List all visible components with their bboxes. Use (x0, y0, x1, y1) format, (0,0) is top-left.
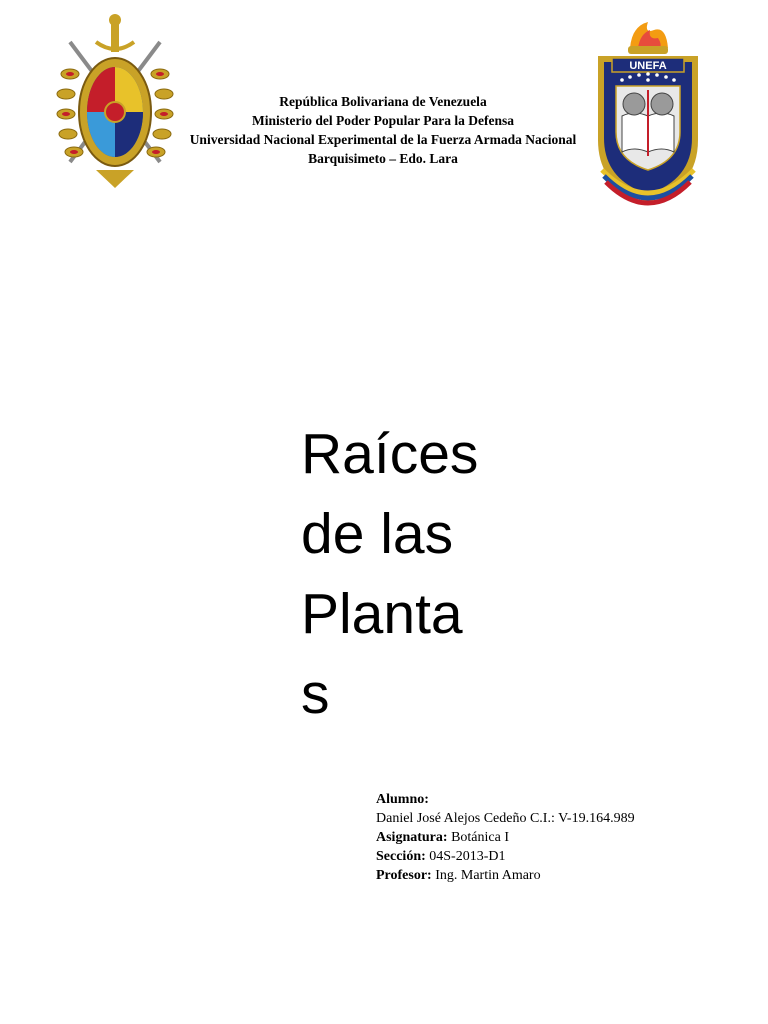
header-line-location: Barquisimeto – Edo. Lara (308, 151, 458, 166)
student-info-block (376, 790, 635, 885)
alumno-value: Daniel José Alejos Cedeño C.I.: V-19.164.989 (376, 811, 635, 826)
profesor-label: Profesor: (376, 868, 432, 883)
institution-header (150, 92, 616, 168)
alumno-row (376, 790, 635, 809)
alumno-value-row (376, 809, 635, 828)
header-line-republic: República Bolivariana de Venezuela (279, 94, 487, 109)
profesor-row (376, 866, 635, 885)
title-line-4: s (301, 662, 330, 726)
title-line-2: de las (301, 502, 454, 566)
document-title (301, 414, 479, 734)
alumno-label: Alumno: (376, 792, 429, 807)
asignatura-value: Botánica I (451, 830, 509, 845)
profesor-value: Ing. Martin Amaro (435, 868, 541, 883)
header-line-university: Universidad Nacional Experimental de la Fuerza Armada Nacional (189, 132, 577, 147)
unefa-logo-text: UNEFA (629, 60, 667, 72)
header-line-ministry: Ministerio del Poder Popular Para la Defensa (252, 113, 514, 128)
title-line-3: Planta (301, 582, 463, 646)
seccion-value: 04S-2013-D1 (429, 849, 506, 864)
title-line-1: Raíces (301, 422, 479, 486)
asignatura-row (376, 828, 635, 847)
seccion-label: Sección: (376, 849, 426, 864)
seccion-row (376, 847, 635, 866)
asignatura-label: Asignatura: (376, 830, 448, 845)
